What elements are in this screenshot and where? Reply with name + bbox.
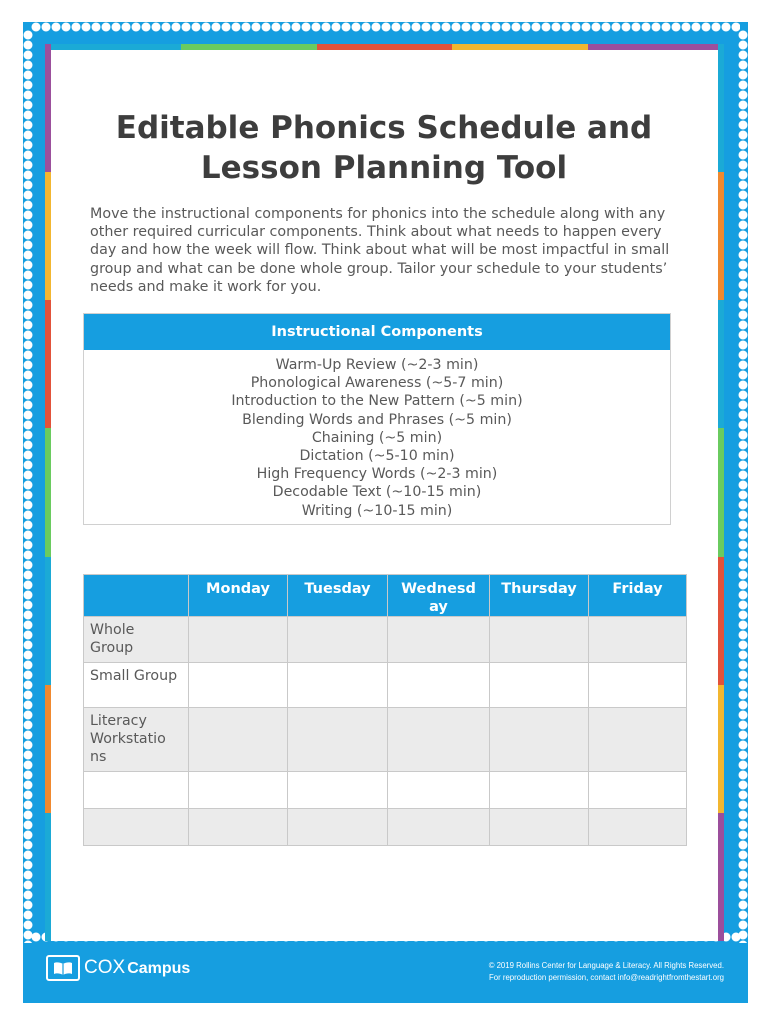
component-item[interactable]: Warm-Up Review (~2-3 min) (275, 357, 479, 373)
copyright-line: © 2019 Rollins Center for Language & Literacy. All Rights Reserved. (488, 961, 724, 970)
open-book-icon (46, 955, 80, 981)
cox-campus-logo (46, 955, 190, 981)
schedule-cell[interactable] (589, 708, 687, 772)
permission-line: For reproduction permission, contact info@readrightfromthestart.org (489, 972, 724, 982)
row-label-small-group[interactable]: Small Group (84, 663, 189, 708)
logo-cox-text: COX (84, 957, 126, 978)
schedule-cell[interactable] (189, 809, 288, 846)
copyright-notice (489, 960, 724, 983)
day-header-friday: Friday (589, 575, 687, 617)
scalloped-edge-right (738, 30, 748, 943)
schedule-cell[interactable] (490, 772, 589, 809)
component-item[interactable]: Introduction to the New Pattern (~5 min) (231, 393, 523, 410)
corner-header (84, 575, 189, 617)
page-title (60, 108, 708, 188)
schedule-cell[interactable] (288, 617, 388, 663)
schedule-cell[interactable] (189, 663, 288, 708)
title-line-2: Lesson Planning Tool (200, 150, 568, 186)
day-header-thursday: Thursday (490, 575, 589, 617)
footer-bar (33, 941, 738, 1001)
schedule-cell[interactable] (388, 663, 490, 708)
schedule-cell[interactable] (189, 772, 288, 809)
schedule-cell[interactable] (189, 708, 288, 772)
color-border-top (45, 44, 724, 50)
row-label-empty[interactable] (84, 772, 189, 809)
row-label-empty[interactable] (84, 809, 189, 846)
schedule-cell[interactable] (288, 772, 388, 809)
component-item[interactable]: Blending Words and Phrases (~5 min) (242, 411, 512, 428)
row-label-whole-group[interactable]: Whole Group (84, 617, 189, 663)
schedule-cell[interactable] (589, 809, 687, 846)
schedule-cell[interactable] (388, 772, 490, 809)
component-item[interactable]: Chaining (~5 min) (311, 429, 443, 446)
component-item[interactable]: High Frequency Words (~2-3 min) (256, 466, 498, 483)
title-line-1: Editable Phonics Schedule and (115, 110, 653, 146)
component-item[interactable]: Writing (~10-15 min) (301, 502, 453, 519)
table-row (84, 708, 687, 772)
color-border-left (45, 44, 51, 941)
table-row (84, 772, 687, 809)
components-heading: Instructional Components (84, 314, 670, 350)
table-row (84, 663, 687, 708)
schedule-cell[interactable] (388, 617, 490, 663)
schedule-cell[interactable] (490, 809, 589, 846)
schedule-cell[interactable] (490, 663, 589, 708)
day-header-wednesday: Wednesd ay (388, 575, 490, 617)
schedule-header-row (84, 575, 687, 617)
weekly-schedule-table (83, 574, 687, 846)
table-row (84, 809, 687, 846)
logo-campus-text: Campus (127, 960, 191, 977)
scalloped-edge-top (31, 22, 740, 32)
component-item[interactable]: Decodable Text (~10-15 min) (272, 484, 482, 501)
schedule-cell[interactable] (589, 617, 687, 663)
schedule-cell[interactable] (589, 772, 687, 809)
schedule-cell[interactable] (388, 809, 490, 846)
schedule-cell[interactable] (490, 617, 589, 663)
component-item[interactable]: Phonological Awareness (~5-7 min) (250, 375, 504, 392)
table-row (84, 617, 687, 663)
scalloped-edge-left (23, 30, 33, 943)
schedule-cell[interactable] (589, 663, 687, 708)
schedule-cell[interactable] (189, 617, 288, 663)
schedule-cell[interactable] (288, 663, 388, 708)
schedule-cell[interactable] (388, 708, 490, 772)
color-border-right (718, 44, 724, 941)
component-item[interactable]: Dictation (~5-10 min) (299, 448, 455, 465)
instructional-components-box (83, 313, 671, 525)
day-header-monday: Monday (189, 575, 288, 617)
schedule-cell[interactable] (490, 708, 589, 772)
logo-wordmark (84, 957, 190, 979)
schedule-cell[interactable] (288, 708, 388, 772)
row-label-literacy-workstations[interactable]: Literacy Workstatio ns (84, 708, 189, 772)
components-list (84, 350, 670, 524)
intro-paragraph: Move the instructional components for phonics into the schedule along with any other required curricular components. Think about what needs to happen every day and how the week will flow. Think about what will be most impactful in small group and what can be done whole group. Tailor your schedule to your students’ needs and make it work for you. (90, 206, 670, 295)
day-header-tuesday: Tuesday (288, 575, 388, 617)
schedule-cell[interactable] (288, 809, 388, 846)
